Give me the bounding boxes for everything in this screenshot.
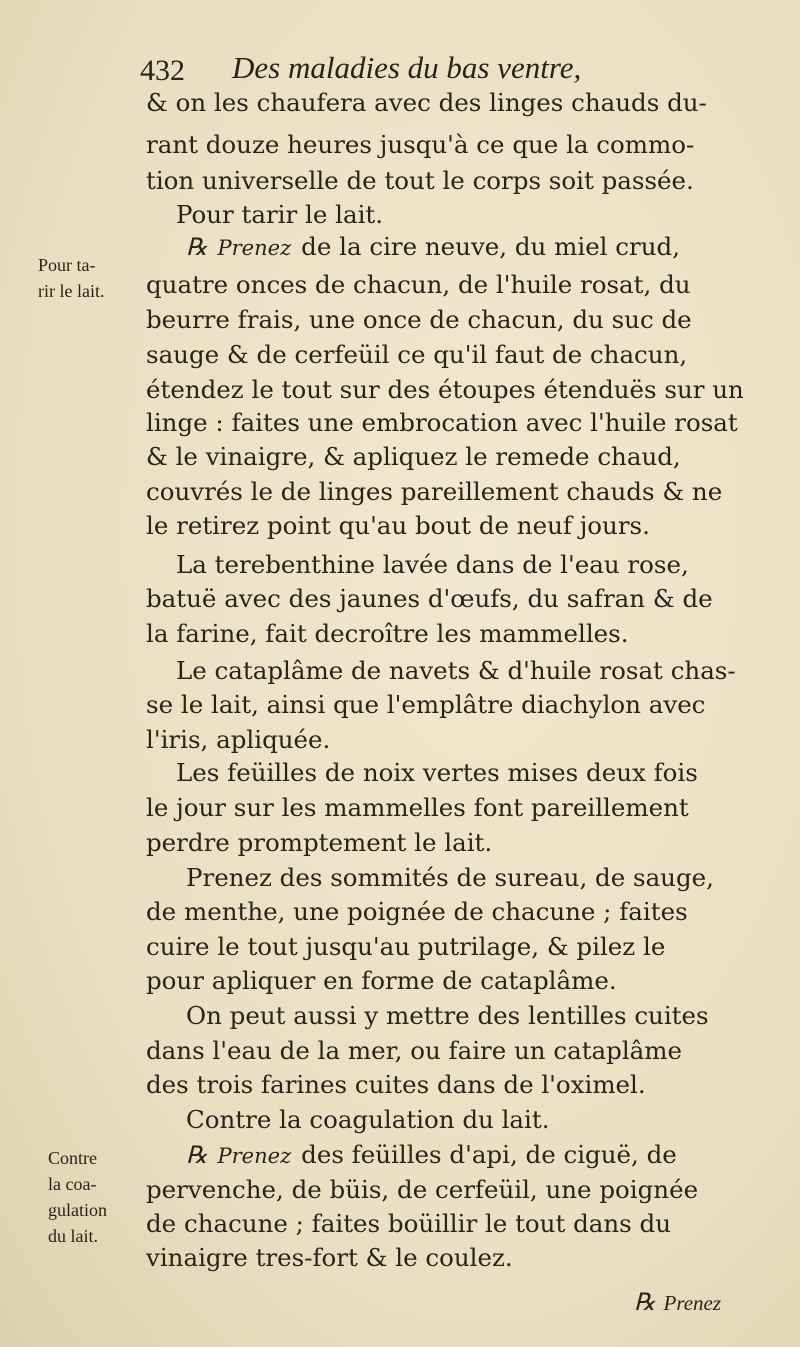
body-line: de chacune ; faites boüillir le tout dans du [146, 1209, 671, 1238]
recipe-line [186, 232, 680, 261]
page-number: 432 [140, 54, 185, 87]
section-heading: Pour tarir le lait. [176, 200, 384, 229]
page-header [140, 50, 675, 92]
body-line: linge : faites une embrocation avec l'huile rosat [146, 408, 738, 437]
body-line: l'iris, apliquée. [146, 725, 331, 754]
recipe-symbol-icon: ℞ [186, 1141, 208, 1169]
body-line: rant douze heures jusqu'à ce que la commo- [146, 130, 695, 159]
recipe-line [186, 1140, 677, 1169]
body-line: couvrés le de linges pareillement chauds & ne [146, 477, 723, 506]
body-line: la farine, fait decroître les mammelles. [146, 619, 629, 648]
margin-note-line: Pour ta- [38, 255, 96, 275]
body-line: sauge & de cerfeüil ce qu'il faut de chacun, [146, 340, 688, 369]
body-line: batuë avec des jaunes d'œufs, du safran & de [146, 584, 713, 613]
margin-note-line: gulation [48, 1200, 107, 1220]
body-line: le jour sur les mammelles font pareillement [146, 793, 689, 822]
body-line: pour apliquer en forme de cataplâme. [146, 966, 617, 995]
body-line: perdre promptement le lait. [146, 828, 493, 857]
body-line-text: de la cire neuve, du miel crud, [301, 232, 680, 261]
body-line: tion universelle de tout le corps soit passée. [146, 166, 694, 195]
body-line: Les feüilles de noix vertes mises deux fois [176, 758, 698, 787]
margin-note-line: la coa- [48, 1174, 97, 1194]
body-line: de menthe, une poignée de chacune ; faites [146, 897, 688, 926]
running-head: Des maladies du bas ventre, [232, 50, 582, 85]
body-line: & le vinaigre, & apliquez le remede chaud, [146, 442, 681, 471]
body-line-text: des feüilles d'api, de ciguë, de [301, 1140, 677, 1169]
body-line: vinaigre tres-fort & le coulez. [146, 1243, 513, 1272]
margin-note-tarir-le-lait [38, 252, 138, 304]
body-line: dans l'eau de la mer, ou faire un cataplâme [146, 1036, 683, 1065]
section-heading: Contre la coagulation du lait. [186, 1105, 550, 1134]
body-line: des trois farines cuites dans de l'oximel. [146, 1070, 646, 1099]
margin-note-coagulation [48, 1145, 140, 1249]
recipe-symbol-icon: ℞ [634, 1290, 656, 1316]
body-line: cuire le tout jusqu'au putrilage, & pilez le [146, 932, 666, 961]
catchword [634, 1288, 721, 1317]
body-line: Le cataplâme de navets & d'huile rosat chas- [176, 656, 736, 685]
body-line: On peut aussi y mettre des lentilles cuites [186, 1001, 709, 1030]
body-line: se le lait, ainsi que l'emplâtre diachylon avec [146, 690, 706, 719]
body-line: & on les chaufera avec des linges chauds du- [146, 88, 707, 117]
body-line: quatre onces de chacun, de l'huile rosat, du [146, 270, 691, 299]
body-line: beurre frais, une once de chacun, du suc de [146, 305, 692, 334]
recipe-symbol-icon: ℞ [186, 233, 208, 261]
body-line: Prenez des sommités de sureau, de sauge, [186, 863, 714, 892]
recipe-word: Prenez [217, 236, 292, 260]
body-line: La terebenthine lavée dans de l'eau rose, [176, 550, 689, 579]
body-line: pervenche, de büis, de cerfeüil, une poignée [146, 1175, 699, 1204]
margin-note-line: rir le lait. [38, 281, 105, 301]
catchword-text: Prenez [663, 1291, 722, 1315]
margin-note-line: Contre [48, 1148, 97, 1168]
recipe-word: Prenez [217, 1144, 292, 1168]
body-line: le retirez point qu'au bout de neuf jours. [146, 511, 650, 540]
body-line: étendez le tout sur des étoupes étenduës sur un [146, 375, 744, 404]
margin-note-line: du lait. [48, 1226, 98, 1246]
